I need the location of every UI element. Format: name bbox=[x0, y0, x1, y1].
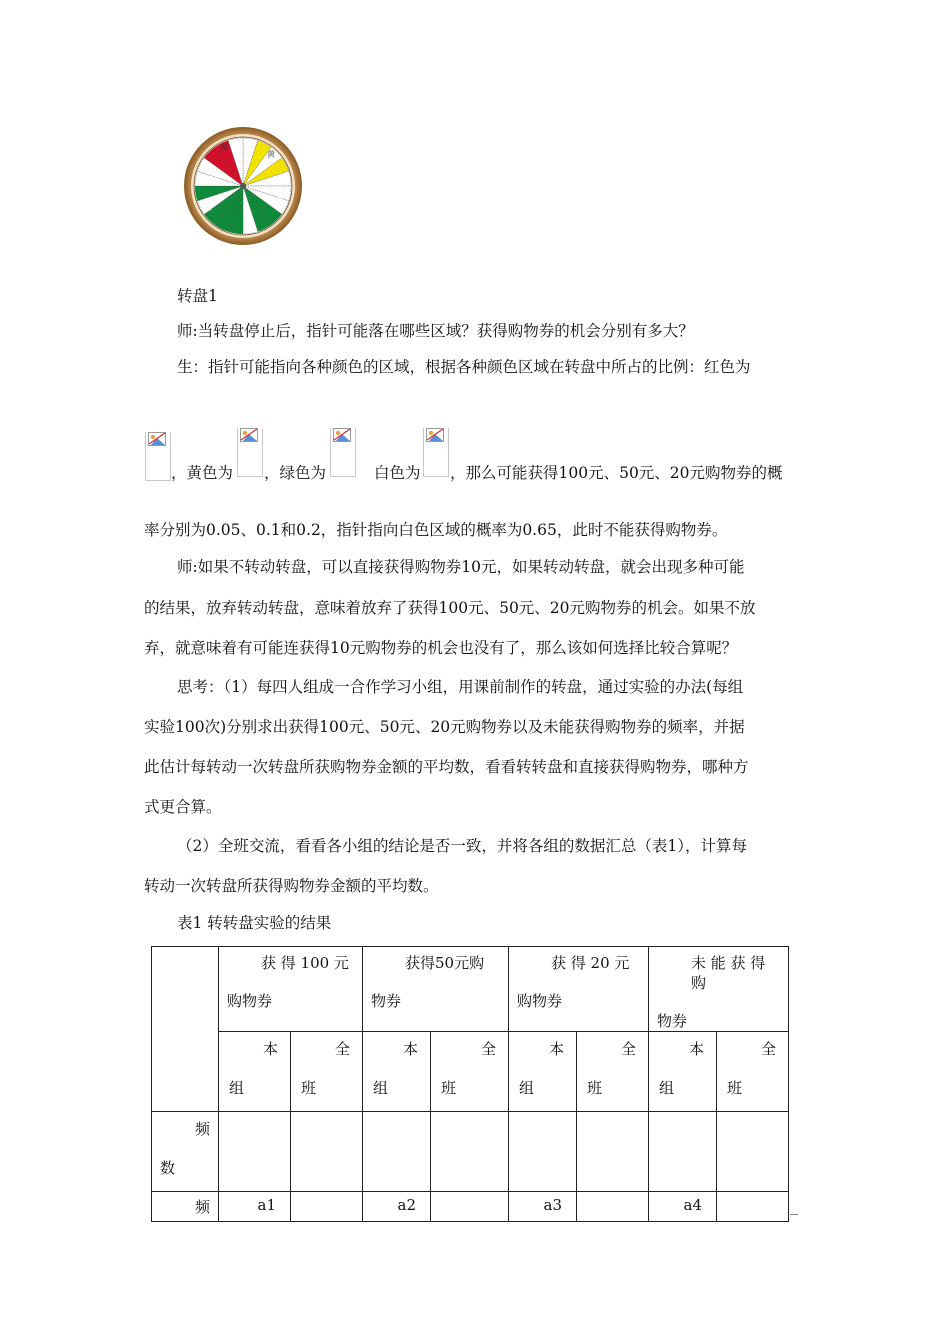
data-cell[interactable] bbox=[717, 1112, 789, 1192]
wheel-label-red: 红 bbox=[201, 160, 208, 168]
header-group-none-l1: 未 能 获 得 购 bbox=[691, 954, 766, 992]
label-green: ，绿色为 bbox=[264, 464, 327, 482]
sub-class-cell bbox=[291, 1032, 363, 1112]
paragraph-think-line3: 此估计每转动一次转盘所获购物券金额的平均数，看看转转盘和直接获得购物券，哪种方 bbox=[144, 758, 749, 776]
data-cell[interactable] bbox=[431, 1192, 509, 1222]
header-group-none bbox=[649, 947, 789, 1032]
data-cell-a4[interactable] bbox=[649, 1192, 717, 1222]
results-table bbox=[151, 946, 789, 1222]
header-group-20-l1: 获 得 20 元 bbox=[551, 954, 630, 972]
paragraph-think-line4: 式更合算。 bbox=[144, 798, 222, 816]
wheel-pointer-hub bbox=[240, 183, 246, 189]
paragraph-step2-line1: （2）全班交流，看看各小组的结论是否一致，并将各组的数据汇总（表1），计算每 bbox=[177, 837, 747, 855]
wheel-label-green-3: 绿 bbox=[249, 222, 256, 230]
table-header-row bbox=[152, 947, 789, 1032]
sub-label-ben: 本 bbox=[402, 1040, 418, 1058]
table-corner-cell bbox=[152, 947, 219, 1112]
formula-image-placeholder bbox=[237, 428, 263, 477]
sub-label-ban: 班 bbox=[301, 1079, 317, 1097]
sub-group-cell bbox=[509, 1032, 577, 1112]
paragraph-think-line2: 实验100次)分别求出获得100元、50元、20元购物券以及未能获得购物券的频率，并据 bbox=[144, 718, 745, 736]
wheel-label-yellow-2: 黄 bbox=[267, 150, 275, 159]
data-cell[interactable] bbox=[363, 1112, 431, 1192]
broken-image-icon bbox=[240, 428, 258, 442]
paragraph-step2-line2: 转动一次转盘所获得购物券金额的平均数。 bbox=[144, 877, 439, 895]
row-header-frequency bbox=[152, 1192, 219, 1222]
row-label-l1: 频 bbox=[194, 1198, 210, 1216]
broken-image-icon bbox=[333, 428, 351, 442]
formula-image-placeholder bbox=[145, 432, 171, 481]
paragraph-teacher-2-line2: 的结果，放弃转动转盘，意味着放弃了获得100元、50元、20元购物券的机会。如果不放 bbox=[144, 599, 756, 617]
wheel-label-green-2: 绿 bbox=[205, 204, 212, 212]
row-label-l2: 数 bbox=[160, 1159, 176, 1177]
table-edge-mark bbox=[790, 1214, 798, 1215]
sub-label-ban: 班 bbox=[587, 1079, 603, 1097]
paragraph-teacher-question: 师:当转盘停止后，指针可能落在哪些区域？获得购物券的机会分别有多大？ bbox=[177, 322, 694, 340]
sub-label-quan: 全 bbox=[480, 1040, 496, 1058]
sub-label-zu: 组 bbox=[519, 1079, 535, 1097]
paragraph-teacher-2-line3: 弃，就意味着有可能连获得10元购物券的机会也没有了，那么该如何选择比较合算呢？ bbox=[144, 639, 738, 657]
sub-label-ban: 班 bbox=[441, 1079, 457, 1097]
table-title: 表1 转转盘实验的结果 bbox=[177, 914, 332, 932]
paragraph-student-answer: 生：指针可能指向各种颜色的区域，根据各种颜色区域在转盘中所占的比例：红色为 bbox=[177, 358, 751, 376]
cell-value-a2: a2 bbox=[397, 1196, 416, 1214]
cell-value-a4: a4 bbox=[683, 1196, 702, 1214]
header-group-20-l2: 购物券 bbox=[517, 992, 563, 1010]
wheel-label-yellow-1: 黄 bbox=[220, 143, 228, 152]
data-cell[interactable] bbox=[509, 1112, 577, 1192]
sub-group-cell bbox=[219, 1032, 291, 1112]
sub-label-quan: 全 bbox=[620, 1040, 636, 1058]
table-row-frequency bbox=[152, 1192, 789, 1222]
sub-group-cell bbox=[363, 1032, 431, 1112]
table-subheader-row bbox=[152, 1032, 789, 1112]
formula-image-placeholder bbox=[423, 428, 449, 477]
sub-label-zu: 组 bbox=[229, 1079, 245, 1097]
sub-class-cell bbox=[577, 1032, 649, 1112]
row-header-frequency-count bbox=[152, 1112, 219, 1192]
header-group-50 bbox=[363, 947, 509, 1032]
broken-image-icon bbox=[148, 432, 166, 446]
sub-label-quan: 全 bbox=[334, 1040, 350, 1058]
formula-image-placeholder bbox=[330, 428, 356, 477]
data-cell[interactable] bbox=[219, 1112, 291, 1192]
header-group-20 bbox=[509, 947, 649, 1032]
header-group-none-l2: 物券 bbox=[657, 1012, 688, 1030]
data-cell-a2[interactable] bbox=[363, 1192, 431, 1222]
wheel-label-green-1: 绿 bbox=[277, 192, 284, 200]
data-cell[interactable] bbox=[577, 1192, 649, 1222]
paragraph-probabilities: 率分别为0.05、0.1和0.2，指针指向白色区域的概率为0.65，此时不能获得购物券。 bbox=[144, 521, 728, 539]
data-cell[interactable] bbox=[431, 1112, 509, 1192]
spinner-wheel-image bbox=[183, 126, 303, 246]
sub-group-cell bbox=[649, 1032, 717, 1112]
data-cell[interactable] bbox=[649, 1112, 717, 1192]
paragraph-think-line1: 思考：（1）每四人组成一合作学习小组，用课前制作的转盘，通过实验的办法(每组 bbox=[177, 678, 744, 696]
sub-class-cell bbox=[431, 1032, 509, 1112]
header-group-100-l1: 获 得 100 元 bbox=[261, 954, 349, 972]
broken-image-icon bbox=[426, 428, 444, 442]
cell-value-a1: a1 bbox=[257, 1196, 276, 1214]
sub-label-zu: 组 bbox=[659, 1079, 675, 1097]
sub-label-ben: 本 bbox=[548, 1040, 564, 1058]
sub-class-cell bbox=[717, 1032, 789, 1112]
data-cell[interactable] bbox=[577, 1112, 649, 1192]
figure-caption: 转盘1 bbox=[177, 287, 218, 305]
sub-label-ban: 班 bbox=[727, 1079, 743, 1097]
data-cell-a1[interactable] bbox=[219, 1192, 291, 1222]
header-group-100 bbox=[219, 947, 363, 1032]
header-group-50-l2: 物券 bbox=[371, 992, 402, 1010]
sub-label-ben: 本 bbox=[262, 1040, 278, 1058]
header-group-100-l2: 购物券 bbox=[227, 992, 273, 1010]
header-group-50-l1: 获得50元购 bbox=[405, 954, 485, 972]
table-row-frequency-count bbox=[152, 1112, 789, 1192]
cell-value-a3: a3 bbox=[543, 1196, 562, 1214]
data-cell-a3[interactable] bbox=[509, 1192, 577, 1222]
data-cell[interactable] bbox=[291, 1112, 363, 1192]
data-cell[interactable] bbox=[717, 1192, 789, 1222]
label-white: 白色为 bbox=[374, 464, 421, 482]
sub-label-zu: 组 bbox=[373, 1079, 389, 1097]
paragraph-teacher-2-line1: 师:如果不转动转盘，可以直接获得购物券10元，如果转动转盘，就会出现多种可能 bbox=[177, 558, 745, 576]
sub-label-quan: 全 bbox=[760, 1040, 776, 1058]
sub-label-ben: 本 bbox=[688, 1040, 704, 1058]
data-cell[interactable] bbox=[291, 1192, 363, 1222]
label-yellow: ，黄色为 bbox=[171, 464, 234, 482]
label-tail: ，那么可能获得100元、50元、20元购物券的概 bbox=[450, 464, 783, 482]
row-label-l1: 频 bbox=[194, 1120, 210, 1138]
